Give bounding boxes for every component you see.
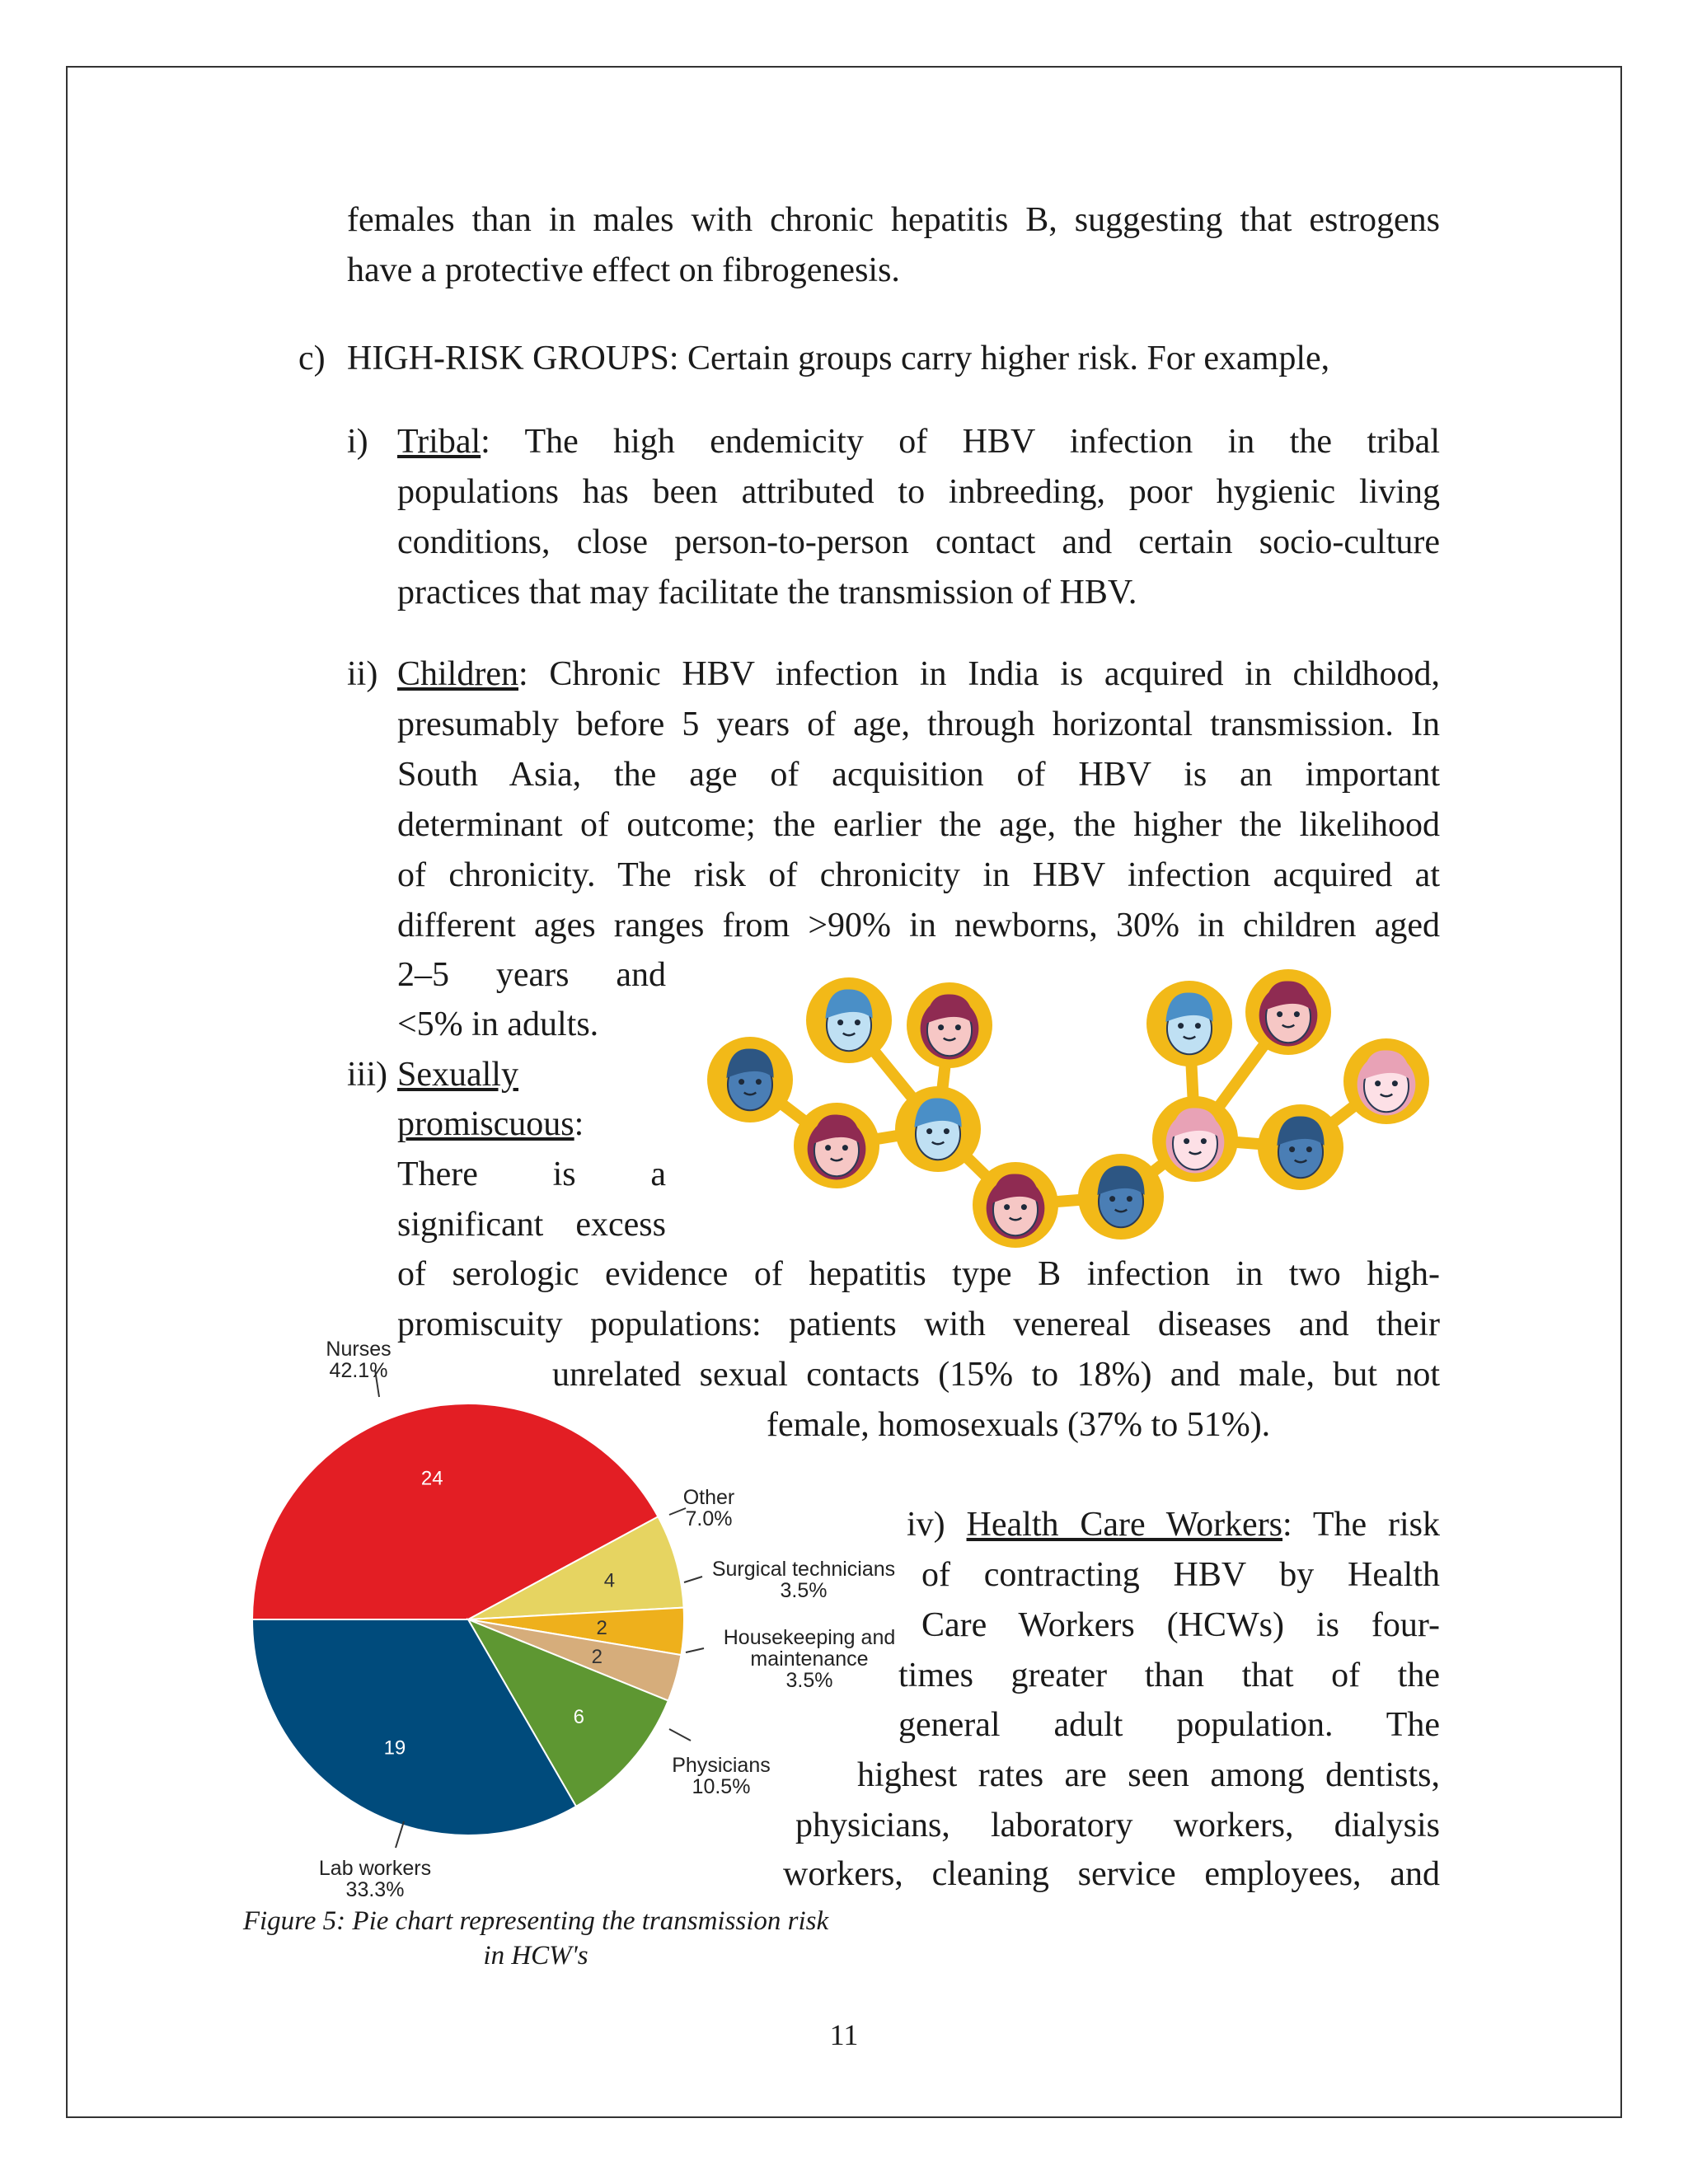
pie-category-label: Surgical technicians 3.5% [711, 1558, 896, 1602]
figure-caption-line-2: in HCW's [483, 1941, 588, 1971]
item-iv-term: Health Care Workers [966, 1506, 1283, 1544]
item-i-line-1 [397, 417, 1440, 467]
item-i-line-2: populations has been attributed to inbreeding, poor hygienic living [397, 473, 1440, 511]
item-iii-term-2: promiscuous [397, 1105, 574, 1143]
item-iv-line-3: Care Workers (HCWs) is four- [921, 1606, 1440, 1644]
item-iii-line-5: of serologic evidence of hepatitis type B infection in two high- [397, 1255, 1440, 1293]
person-female-icon [1343, 1038, 1429, 1124]
pie-chart [239, 1335, 923, 1904]
pie-leader-line [669, 1729, 691, 1741]
pie-leader-line [669, 1508, 686, 1515]
item-iii-marker: iii) [347, 1056, 387, 1094]
item-iii-colon: : [574, 1105, 584, 1143]
item-iv-line-5: general adult population. The [898, 1706, 1440, 1744]
pie-leader-line [686, 1648, 704, 1652]
pie-value-label: 4 [603, 1569, 616, 1592]
item-iii-term-line-1 [397, 1050, 666, 1100]
pie-value-label: 19 [383, 1736, 406, 1760]
pie-category-label: Nurses 42.1% [326, 1338, 392, 1382]
item-iv-line-2: of contracting HBV by Health [921, 1556, 1440, 1594]
item-iv-line-1 [907, 1500, 1440, 1550]
item-iv-line-4: times greater than that of the [898, 1657, 1440, 1694]
figure-caption [239, 1904, 832, 1973]
item-i-term: Tribal [397, 423, 481, 461]
person-female-icon [973, 1162, 1058, 1248]
section-c-marker: c) [298, 340, 326, 377]
item-ii-line-2: presumably before 5 years of age, through horizontal transmission. In [397, 705, 1440, 743]
pie-category-label: Physicians 10.5% [672, 1754, 771, 1798]
item-iv-line-8: workers, cleaning service employees, and [783, 1855, 1440, 1893]
item-iv-marker: iv) [907, 1506, 945, 1544]
item-ii-marker: ii) [347, 655, 378, 693]
item-i-line-1-rest: : The high endemicity of HBV infection in the tribal [481, 423, 1440, 461]
pie-value-label: 24 [420, 1467, 443, 1490]
person-male-icon [1258, 1104, 1343, 1190]
intro-line-1: females than in males with chronic hepatitis B, suggesting that estrogens [347, 201, 1440, 239]
intro-line-2: have a protective effect on fibrogenesis. [347, 251, 900, 289]
item-iii-line-8: female, homosexuals (37% to 51%). [767, 1406, 1271, 1444]
item-i-line-4: practices that may facilitate the transmission of HBV. [397, 574, 1137, 612]
item-ii-line-1-rest: : Chronic HBV infection in India is acquired in childhood, [518, 655, 1440, 693]
pie-category-label: Housekeeping and maintenance 3.5% [723, 1626, 896, 1692]
item-iv-line-6: highest rates are seen among dentists, [857, 1756, 1440, 1794]
section-c-text: HIGH-RISK GROUPS: Certain groups carry higher risk. For example, [347, 340, 1330, 377]
item-ii-line-5: of chronicity. The risk of chronicity in HBV infection acquired at [397, 856, 1440, 894]
item-iii-line-4: significant excess [397, 1206, 666, 1244]
pie-category-label: Lab workers 33.3% [318, 1857, 432, 1901]
item-iii-line-6: promiscuity populations: patients with venereal diseases and their [397, 1305, 1440, 1343]
item-ii-line-1 [397, 649, 1440, 700]
item-ii-line-8: <5% in adults. [397, 1005, 599, 1043]
pie-leader-line [684, 1577, 702, 1582]
person-male-icon [806, 977, 892, 1063]
person-female-icon [1152, 1096, 1238, 1182]
item-ii-term: Children [397, 655, 518, 693]
person-male-icon [1146, 981, 1232, 1066]
item-i-line-3: conditions, close person-to-person contact and certain socio-culture [397, 523, 1440, 561]
item-iv-line-1-rest: : The risk [1282, 1506, 1441, 1544]
pie-value-label: 6 [573, 1706, 585, 1729]
item-iii-term-1: Sexually [397, 1056, 518, 1094]
person-female-icon [794, 1103, 879, 1188]
page-number: 11 [829, 2018, 859, 2051]
pie-category-label: Other 7.0% [682, 1486, 735, 1530]
pie-leader-line [396, 1821, 404, 1848]
item-i-marker: i) [347, 423, 368, 461]
item-ii-line-3: South Asia, the age of acquisition of HBV is an important [397, 756, 1440, 794]
item-iii-line-7: unrelated sexual contacts (15% to 18%) and male, but not [552, 1356, 1440, 1394]
pie-slices [252, 1404, 684, 1835]
people-network-illustration [692, 948, 1434, 1253]
person-male-icon [1078, 1154, 1164, 1240]
item-ii-line-4: determinant of outcome; the earlier the age, the higher the likelihood [397, 806, 1440, 844]
item-iv-line-7: physicians, laboratory workers, dialysis [795, 1807, 1440, 1844]
person-female-icon [1245, 969, 1331, 1055]
item-iii-term-line-2 [397, 1099, 666, 1150]
item-iii-line-3: There is a [397, 1155, 666, 1193]
figure-caption-line-1: Figure 5: Pie chart representing the transmission risk [242, 1906, 829, 1936]
item-ii-line-6: different ages ranges from >90% in newborns, 30% in children aged [397, 907, 1440, 944]
person-female-icon [907, 982, 992, 1068]
item-ii-line-7: 2–5 years and [397, 956, 666, 994]
pie-value-label: 2 [591, 1646, 603, 1669]
person-male-icon [707, 1037, 793, 1122]
person-male-icon [895, 1086, 981, 1172]
pie-value-label: 2 [596, 1616, 607, 1639]
